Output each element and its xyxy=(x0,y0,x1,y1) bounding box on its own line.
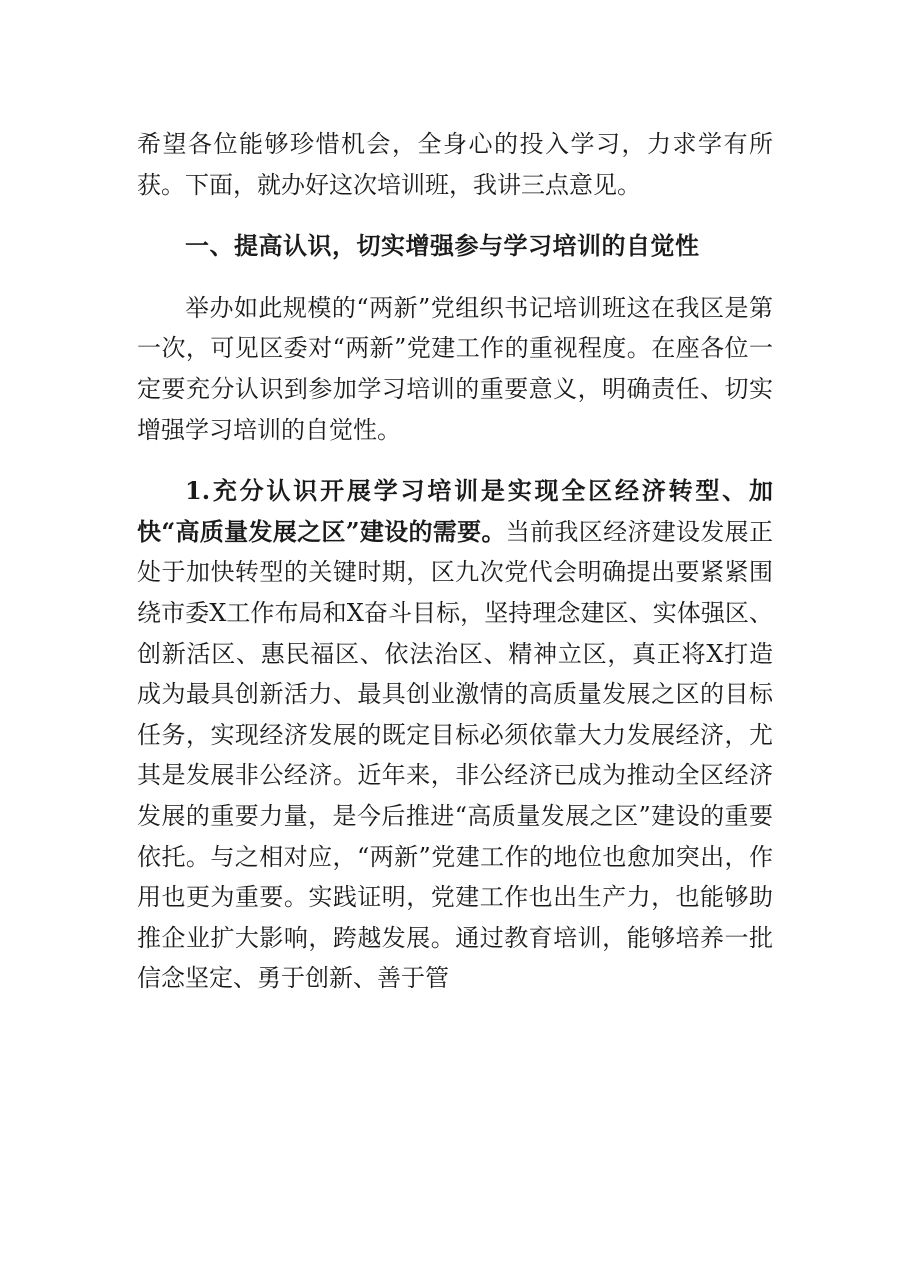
point-1-lead: 1.充分认识开展学习培训是实现全区经济转型、加快“高质量发展之区”建设的需要。 xyxy=(137,476,773,546)
point-1-body: 当前我区经济建设发展正处于加快转型的关键时期，区九次党代会明确提出要紧紧围绕市委X工作布局和X奋斗目标，坚持理念建区、实体强区、创新活区、惠民福区、依法治区、精神立区，真正将X打造成为最具创新活力、最具创业激情的高质量发展之区的目标任务，实现经济发展的既定目标必须依靠大力发展经济，尤其是发展非公经济。近年来，非公经济已成为推动全区经济发展的重要力量，是今后推进“高质量发展之区”建设的重要依托。与之相对应，“两新”党建工作的地位也愈加突出，作用也更为重要。实践证明，党建工作也出生产力，也能够助推企业扩大影响，跨越发展。通过教育培训，能够培养一批信念坚定、勇于创新、善于管 xyxy=(137,517,774,993)
paragraph-spacer xyxy=(137,205,773,226)
point-1-paragraph xyxy=(137,471,773,999)
section-body-paragraph: 举办如此规模的“两新”党组织书记培训班这在我区是第一次，可见区委对“两新”党建工作的重视程度。在座各位一定要充分认识到参加学习培训的重要意义，明确责任、切实增强学习培训的自觉性。 xyxy=(137,293,773,444)
section-heading: 一、提高认识，切实增强参与学习培训的自觉性 xyxy=(185,231,700,261)
paragraph-spacer xyxy=(137,267,773,288)
paragraph-spacer xyxy=(137,450,773,471)
document-body xyxy=(137,124,773,999)
intro-paragraph: 希望各位能够珍惜机会，全身心的投入学习，力求学有所获。下面，就办好这次培训班，我讲三点意见。 xyxy=(137,130,773,199)
